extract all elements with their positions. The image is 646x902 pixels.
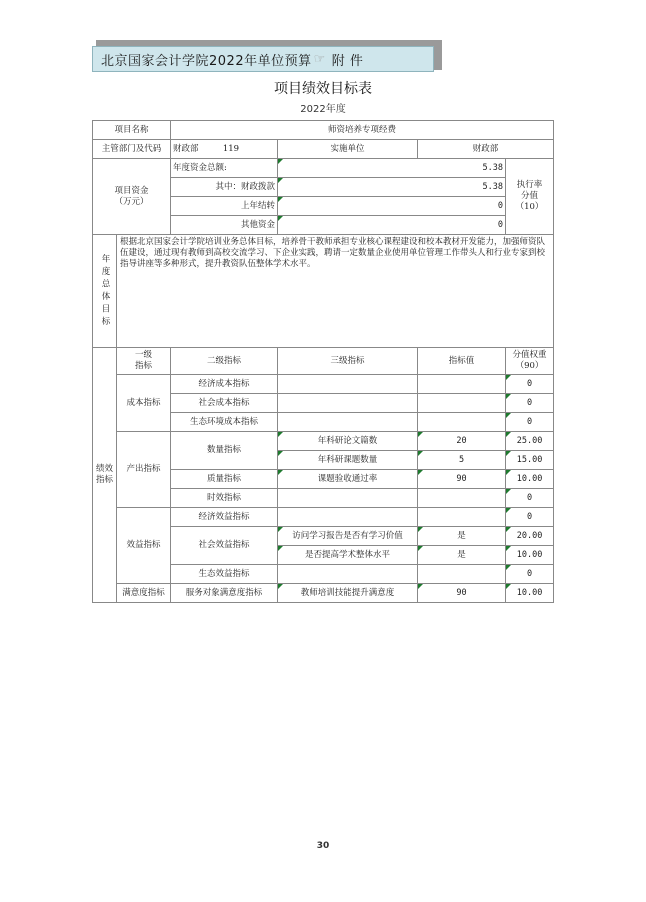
time-score: 0 bbox=[506, 489, 554, 508]
cost-econ: 经济成本指标 bbox=[171, 375, 278, 394]
head-weight: 分值权重 （90） bbox=[506, 348, 554, 375]
cost-social-value bbox=[418, 394, 506, 413]
cost-eco-score: 0 bbox=[506, 413, 554, 432]
satisfaction-label: 满意度指标 bbox=[117, 584, 171, 603]
funds-total-value: 5.38 bbox=[278, 159, 506, 178]
ql-score: 10.00 bbox=[506, 470, 554, 489]
head-value: 指标值 bbox=[418, 348, 506, 375]
table-row bbox=[93, 508, 554, 527]
funds-total-label: 年度资金总额: bbox=[171, 159, 278, 178]
effect-econ-score: 0 bbox=[506, 508, 554, 527]
ql-value: 90 bbox=[418, 470, 506, 489]
cost-econ-l3 bbox=[278, 375, 418, 394]
pointing-hand-icon: ☞ bbox=[313, 51, 326, 67]
dept-label: 主管部门及代码 bbox=[93, 140, 171, 159]
q2-score: 15.00 bbox=[506, 451, 554, 470]
output-time: 时效指标 bbox=[171, 489, 278, 508]
satisfaction-value: 90 bbox=[418, 584, 506, 603]
effect-eco: 生态效益指标 bbox=[171, 565, 278, 584]
output-label: 产出指标 bbox=[117, 432, 171, 508]
cost-eco-l3 bbox=[278, 413, 418, 432]
s1-name: 访问学习报告是否有学习价值 bbox=[278, 527, 418, 546]
cost-econ-value bbox=[418, 375, 506, 394]
table-row bbox=[93, 159, 554, 178]
effect-econ-value bbox=[418, 508, 506, 527]
q1-value: 20 bbox=[418, 432, 506, 451]
output-quantity: 数量指标 bbox=[171, 432, 278, 470]
effect-eco-l3 bbox=[278, 565, 418, 584]
effect-eco-value bbox=[418, 565, 506, 584]
funds-other-value: 0 bbox=[278, 216, 506, 235]
effect-econ: 经济效益指标 bbox=[171, 508, 278, 527]
effect-econ-l3 bbox=[278, 508, 418, 527]
funds-fiscal-label: 其中：财政拨款 bbox=[171, 178, 278, 197]
header-attachment: 附 件 bbox=[331, 53, 364, 69]
cost-social-l3 bbox=[278, 394, 418, 413]
satisfaction-score: 10.00 bbox=[506, 584, 554, 603]
table-row bbox=[93, 375, 554, 394]
s2-name: 是否提高学术整体水平 bbox=[278, 546, 418, 565]
document-header bbox=[92, 46, 434, 72]
funds-fiscal-value: 5.38 bbox=[278, 178, 506, 197]
page-title: 项目绩效目标表 bbox=[274, 81, 372, 97]
header-text: 北京国家会计学院2022年单位预算 bbox=[101, 53, 312, 69]
q2-value: 5 bbox=[418, 451, 506, 470]
ql-name: 课题验收通过率 bbox=[278, 470, 418, 489]
table-row bbox=[93, 584, 554, 603]
effect-social: 社会效益指标 bbox=[171, 527, 278, 565]
goal-label: 年度总体目标 bbox=[93, 235, 117, 348]
impl-value: 财政部 bbox=[418, 140, 554, 159]
head-level1: 一级 指标 bbox=[117, 348, 171, 375]
dept-code: 119 bbox=[222, 143, 240, 154]
table-row bbox=[93, 348, 554, 375]
time-l3 bbox=[278, 489, 418, 508]
table-row bbox=[93, 235, 554, 348]
satisfaction-l2: 服务对象满意度指标 bbox=[171, 584, 278, 603]
cost-eco-value bbox=[418, 413, 506, 432]
cost-social-score: 0 bbox=[506, 394, 554, 413]
exec-rate-label: 执行率 分值 （10） bbox=[506, 159, 554, 235]
q1-name: 年科研论文篇数 bbox=[278, 432, 418, 451]
cost-social: 社会成本指标 bbox=[171, 394, 278, 413]
q1-score: 25.00 bbox=[506, 432, 554, 451]
s1-score: 20.00 bbox=[506, 527, 554, 546]
indicators-label: 绩效 指标 bbox=[93, 348, 117, 603]
funds-label: 项目资金 （万元） bbox=[93, 159, 171, 235]
s1-value: 是 bbox=[418, 527, 506, 546]
page-number: 30 bbox=[316, 841, 330, 851]
s2-value: 是 bbox=[418, 546, 506, 565]
performance-table bbox=[92, 120, 554, 603]
head-level3: 三级指标 bbox=[278, 348, 418, 375]
impl-label: 实施单位 bbox=[278, 140, 418, 159]
project-name-label: 项目名称 bbox=[93, 121, 171, 140]
cost-eco: 生态环境成本指标 bbox=[171, 413, 278, 432]
funds-other-label: 其他资金 bbox=[171, 216, 278, 235]
year-label: 2022年度 bbox=[300, 104, 346, 115]
output-quality: 质量指标 bbox=[171, 470, 278, 489]
dept-value: 财政部 119 bbox=[171, 140, 278, 159]
head-level2: 二级指标 bbox=[171, 348, 278, 375]
table-row bbox=[93, 121, 554, 140]
effect-label: 效益指标 bbox=[117, 508, 171, 584]
table-row bbox=[93, 140, 554, 159]
cost-label: 成本指标 bbox=[117, 375, 171, 432]
q2-name: 年科研课题数量 bbox=[278, 451, 418, 470]
project-name-value: 师资培养专项经费 bbox=[171, 121, 554, 140]
cost-econ-score: 0 bbox=[506, 375, 554, 394]
funds-carry-label: 上年结转 bbox=[171, 197, 278, 216]
effect-eco-score: 0 bbox=[506, 565, 554, 584]
satisfaction-name: 教师培训技能提升满意度 bbox=[278, 584, 418, 603]
goal-text: 根据北京国家会计学院培训业务总体目标，培养骨干教师承担专业核心课程建设和校本教材开发能力，加强师资队伍建设，通过现有教师到高校交流学习、下企业实践，聘请一定数量企业使用单位管理工作带头人和行业专家到校指导讲座等多种形式，提升教资队伍整体学术水平。 bbox=[117, 235, 554, 348]
funds-carry-value: 0 bbox=[278, 197, 506, 216]
s2-score: 10.00 bbox=[506, 546, 554, 565]
table-row bbox=[93, 432, 554, 451]
time-value bbox=[418, 489, 506, 508]
